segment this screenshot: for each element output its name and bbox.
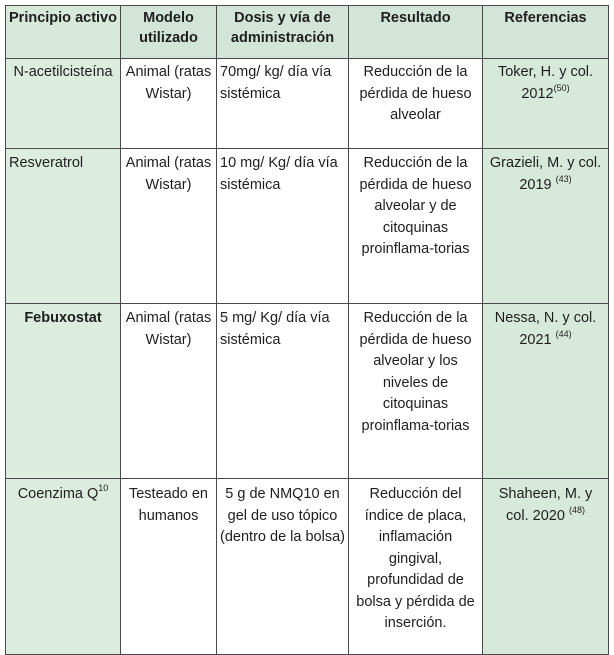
table-row: [6, 304, 609, 479]
cell-resultado: Reducción del índice de placa, inflamación gingival, profundidad de bolsa y pérdida de inserción.: [349, 479, 483, 655]
cell-modelo: Testeado en humanos: [121, 479, 217, 655]
principio-superscript: 10: [98, 483, 109, 493]
cell-referencia: [483, 149, 609, 304]
table-header-row: [6, 6, 609, 59]
reference-number: (48): [568, 504, 585, 515]
table-row: [6, 149, 609, 304]
reference-text: Nessa, N. y col. 2021: [494, 310, 597, 348]
cell-modelo: Animal (ratas Wistar): [121, 304, 217, 479]
reference-number: (44): [555, 328, 572, 339]
cell-dosis: 5 g de NMQ10 en gel de uso tópico (dentro de la bolsa): [217, 479, 349, 655]
table-row: [6, 59, 609, 149]
header-dosis-via: Dosis y vía de administración: [217, 6, 349, 59]
cell-resultado: Reducción de la pérdida de hueso alveolar y de citoquinas proinflama-torias: [349, 149, 483, 304]
cell-referencia: [483, 304, 609, 479]
table-row: [6, 479, 609, 655]
principio-text: Coenzima Q: [17, 486, 99, 502]
treatments-table: [5, 5, 609, 655]
cell-principio: N-acetilcisteína: [6, 59, 121, 149]
cell-dosis: 70mg/ kg/ día vía sistémica: [217, 59, 349, 149]
cell-principio: Resveratrol: [6, 149, 121, 304]
header-referencias: Referencias: [483, 6, 609, 59]
reference-text: Grazieli, M. y col. 2019: [489, 155, 602, 193]
reference-text: Toker, H. y col. 2012: [497, 64, 594, 102]
cell-modelo: Animal (ratas Wistar): [121, 149, 217, 304]
cell-referencia: [483, 479, 609, 655]
cell-principio: [6, 479, 121, 655]
cell-dosis: 5 mg/ Kg/ día vía sistémica: [217, 304, 349, 479]
reference-text: Shaheen, M. y col. 2020: [498, 486, 593, 524]
header-resultado: Resultado: [349, 6, 483, 59]
cell-modelo: Animal (ratas Wistar): [121, 59, 217, 149]
reference-number: (43): [555, 173, 572, 184]
cell-referencia: [483, 59, 609, 149]
header-principio-activo: Principio activo: [6, 6, 121, 59]
header-modelo-utilizado: Modelo utilizado: [121, 6, 217, 59]
cell-dosis: 10 mg/ Kg/ día vía sistémica: [217, 149, 349, 304]
reference-number: (50): [553, 82, 570, 93]
cell-resultado: Reducción de la pérdida de hueso alveolar: [349, 59, 483, 149]
cell-resultado: Reducción de la pérdida de hueso alveolar y los niveles de citoquinas proinflama-torias: [349, 304, 483, 479]
cell-principio: Febuxostat: [6, 304, 121, 479]
